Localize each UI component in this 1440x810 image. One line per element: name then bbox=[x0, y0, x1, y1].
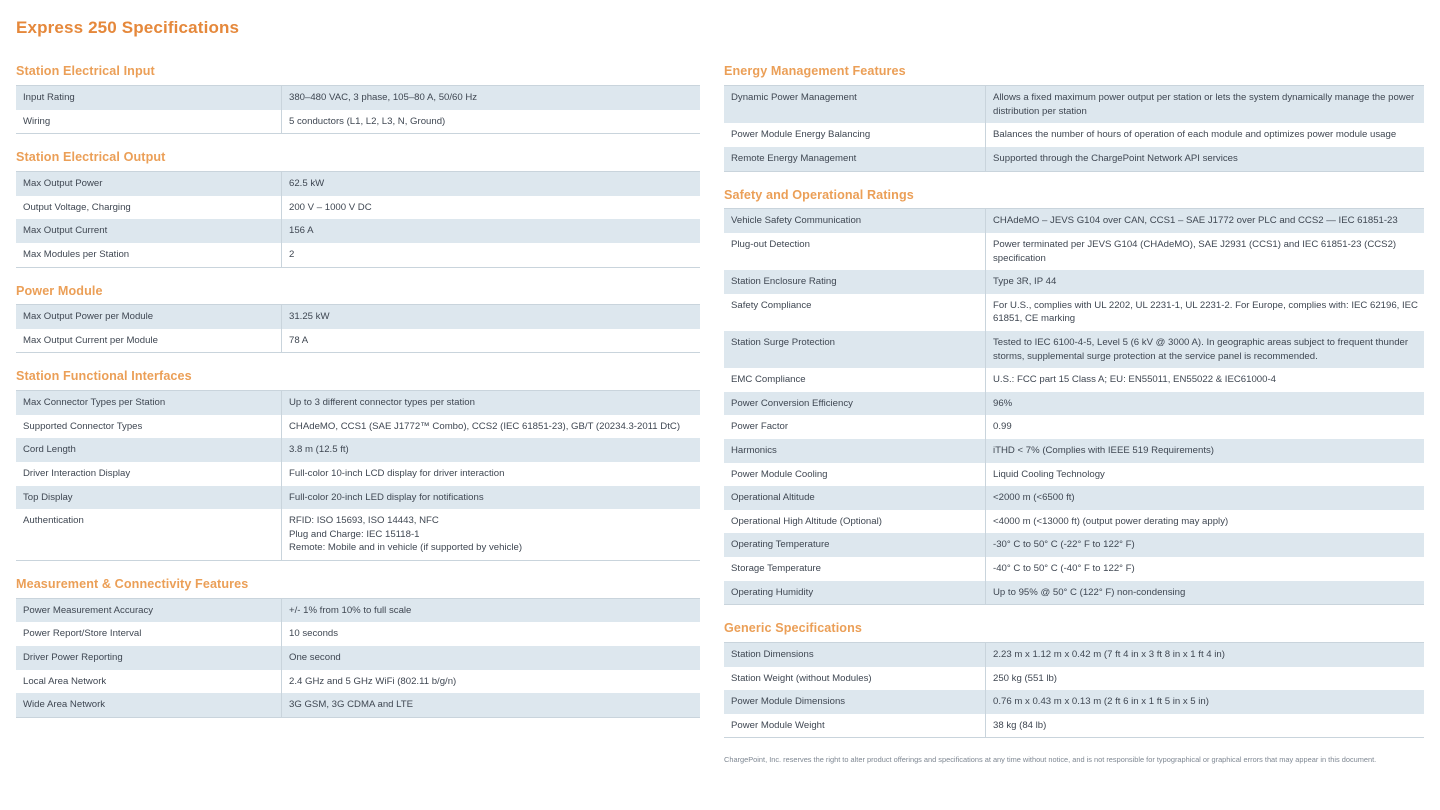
spec-label: Plug-out Detection bbox=[724, 233, 986, 270]
section-heading: Measurement & Connectivity Features bbox=[16, 577, 249, 592]
spec-label: Vehicle Safety Communication bbox=[724, 209, 986, 233]
spec-value: 96% bbox=[986, 392, 1425, 416]
table-row bbox=[16, 172, 700, 196]
spec-section bbox=[16, 64, 700, 134]
spec-label: Power Measurement Accuracy bbox=[16, 598, 282, 622]
spec-table bbox=[16, 390, 700, 561]
spec-value: 78 A bbox=[282, 329, 701, 353]
table-row bbox=[724, 294, 1424, 331]
spec-value: iTHD < 7% (Complies with IEEE 519 Requirements) bbox=[986, 439, 1425, 463]
spec-section bbox=[16, 150, 700, 267]
spec-value: 156 A bbox=[282, 219, 701, 243]
table-row bbox=[16, 486, 700, 510]
spec-value: <4000 m (<13000 ft) (output power derating may apply) bbox=[986, 510, 1425, 534]
spec-value: CHAdeMO – JEVS G104 over CAN, CCS1 – SAE J1772 over PLC and CCS2 — IEC 61851-23 bbox=[986, 209, 1425, 233]
table-row bbox=[16, 646, 700, 670]
spec-value: -40° C to 50° C (-40° F to 122° F) bbox=[986, 557, 1425, 581]
table-row bbox=[724, 392, 1424, 416]
spec-label: Power Module Cooling bbox=[724, 463, 986, 487]
spec-section bbox=[724, 621, 1424, 738]
spec-value: For U.S., complies with UL 2202, UL 2231-1, UL 2231-2. For Europe, complies with: IEC 62196, IEC 61851, CE marking bbox=[986, 294, 1425, 331]
spec-label: Wiring bbox=[16, 110, 282, 134]
spec-section bbox=[16, 369, 700, 561]
table-row bbox=[724, 486, 1424, 510]
table-row bbox=[16, 243, 700, 267]
section-heading: Station Electrical Input bbox=[16, 64, 155, 79]
disclaimer-note: ChargePoint, Inc. reserves the right to alter product offerings and specifications at any time without notice, and is not responsible for typographical or graphical errors that may appear in this document. bbox=[724, 755, 1377, 765]
spec-value: Up to 95% @ 50° C (122° F) non-condensing bbox=[986, 581, 1425, 605]
table-row bbox=[724, 510, 1424, 534]
table-row bbox=[724, 667, 1424, 691]
spec-value: +/- 1% from 10% to full scale bbox=[282, 598, 701, 622]
table-row bbox=[724, 690, 1424, 714]
table-row bbox=[16, 622, 700, 646]
spec-section bbox=[16, 577, 700, 718]
spec-label: Power Report/Store Interval bbox=[16, 622, 282, 646]
table-row bbox=[724, 233, 1424, 270]
spec-table bbox=[724, 208, 1424, 605]
spec-label: Driver Interaction Display bbox=[16, 462, 282, 486]
spec-label: Power Conversion Efficiency bbox=[724, 392, 986, 416]
section-heading: Energy Management Features bbox=[724, 64, 906, 79]
table-row bbox=[724, 86, 1424, 124]
spec-value: 38 kg (84 lb) bbox=[986, 714, 1425, 738]
spec-value: U.S.: FCC part 15 Class A; EU: EN55011, EN55022 & IEC61000-4 bbox=[986, 368, 1425, 392]
spec-value: Full-color 10-inch LCD display for driver interaction bbox=[282, 462, 701, 486]
table-row bbox=[16, 219, 700, 243]
spec-value: CHAdeMO, CCS1 (SAE J1772™ Combo), CCS2 (IEC 61851-23), GB/T (20234.3-2011 DtC) bbox=[282, 415, 701, 439]
spec-label: Max Output Current bbox=[16, 219, 282, 243]
spec-value: Full-color 20-inch LED display for notifications bbox=[282, 486, 701, 510]
table-row bbox=[724, 209, 1424, 233]
spec-value: 0.99 bbox=[986, 415, 1425, 439]
spec-value: Liquid Cooling Technology bbox=[986, 463, 1425, 487]
table-row bbox=[16, 196, 700, 220]
spec-table bbox=[16, 171, 700, 267]
spec-label: Max Connector Types per Station bbox=[16, 391, 282, 415]
section-heading: Generic Specifications bbox=[724, 621, 862, 636]
spec-label: Dynamic Power Management bbox=[724, 86, 986, 124]
spec-label: Safety Compliance bbox=[724, 294, 986, 331]
spec-value: <2000 m (<6500 ft) bbox=[986, 486, 1425, 510]
spec-value: 3.8 m (12.5 ft) bbox=[282, 438, 701, 462]
table-row bbox=[16, 438, 700, 462]
spec-value: Balances the number of hours of operation of each module and optimizes power module usage bbox=[986, 123, 1425, 147]
spec-value: 250 kg (551 lb) bbox=[986, 667, 1425, 691]
section-heading: Power Module bbox=[16, 283, 103, 298]
spec-label: Input Rating bbox=[16, 86, 282, 110]
spec-label: Max Output Power bbox=[16, 172, 282, 196]
spec-label: Power Module Dimensions bbox=[724, 690, 986, 714]
spec-label: Station Weight (without Modules) bbox=[724, 667, 986, 691]
spec-section bbox=[724, 188, 1424, 606]
table-row bbox=[724, 415, 1424, 439]
spec-value: 62.5 kW bbox=[282, 172, 701, 196]
spec-value: 3G GSM, 3G CDMA and LTE bbox=[282, 693, 701, 717]
spec-value: 31.25 kW bbox=[282, 305, 701, 329]
spec-table bbox=[16, 304, 700, 353]
table-row bbox=[16, 305, 700, 329]
table-row bbox=[16, 110, 700, 134]
spec-label: Cord Length bbox=[16, 438, 282, 462]
spec-value: 0.76 m x 0.43 m x 0.13 m (2 ft 6 in x 1 ft 5 in x 5 in) bbox=[986, 690, 1425, 714]
spec-label: Power Module Energy Balancing bbox=[724, 123, 986, 147]
table-row bbox=[16, 415, 700, 439]
spec-value: Supported through the ChargePoint Network API services bbox=[986, 147, 1425, 171]
section-heading: Safety and Operational Ratings bbox=[724, 187, 914, 202]
spec-value: 2 bbox=[282, 243, 701, 267]
spec-section bbox=[724, 64, 1424, 171]
spec-label: Power Module Weight bbox=[724, 714, 986, 738]
spec-table bbox=[16, 85, 700, 134]
spec-label: Max Output Current per Module bbox=[16, 329, 282, 353]
spec-label: Max Output Power per Module bbox=[16, 305, 282, 329]
spec-value: -30° C to 50° C (-22° F to 122° F) bbox=[986, 533, 1425, 557]
spec-label: Driver Power Reporting bbox=[16, 646, 282, 670]
table-row bbox=[16, 693, 700, 717]
spec-label: Output Voltage, Charging bbox=[16, 196, 282, 220]
spec-label: Operational Altitude bbox=[724, 486, 986, 510]
table-row bbox=[16, 462, 700, 486]
spec-label: EMC Compliance bbox=[724, 368, 986, 392]
table-row bbox=[16, 86, 700, 110]
spec-value-line: RFID: ISO 15693, ISO 14443, NFC bbox=[289, 515, 439, 527]
table-row bbox=[16, 391, 700, 415]
spec-value-line: Plug and Charge: IEC 15118-1 bbox=[289, 528, 420, 540]
spec-label: Storage Temperature bbox=[724, 557, 986, 581]
table-row bbox=[724, 331, 1424, 368]
spec-value: 2.23 m x 1.12 m x 0.42 m (7 ft 4 in x 3 ft 8 in x 1 ft 4 in) bbox=[986, 643, 1425, 667]
spec-value: Power terminated per JEVS G104 (CHAdeMO), SAE J2931 (CCS1) and IEC 61851-23 (CCS2) specification bbox=[986, 233, 1425, 270]
spec-label: Supported Connector Types bbox=[16, 415, 282, 439]
table-row bbox=[724, 714, 1424, 738]
two-column-layout bbox=[16, 64, 1424, 765]
table-row bbox=[16, 329, 700, 353]
spec-table bbox=[724, 85, 1424, 171]
spec-value-line: Remote: Mobile and in vehicle (if supported by vehicle) bbox=[289, 542, 523, 554]
spec-label: Remote Energy Management bbox=[724, 147, 986, 171]
spec-value: 2.4 GHz and 5 GHz WiFi (802.11 b/g/n) bbox=[282, 670, 701, 694]
spec-value: Up to 3 different connector types per station bbox=[282, 391, 701, 415]
table-row bbox=[724, 270, 1424, 294]
spec-label: Station Dimensions bbox=[724, 643, 986, 667]
spec-label: Authentication bbox=[16, 509, 282, 560]
spec-label: Operational High Altitude (Optional) bbox=[724, 510, 986, 534]
table-row bbox=[724, 147, 1424, 171]
table-row bbox=[724, 368, 1424, 392]
spec-label: Top Display bbox=[16, 486, 282, 510]
spec-value: Tested to IEC 6100-4-5, Level 5 (6 kV @ 3000 A). In geographic areas subject to frequent thunder storms, supplemental surge protection at the service panel is recommended. bbox=[986, 331, 1425, 368]
spec-label: Station Surge Protection bbox=[724, 331, 986, 368]
table-row bbox=[724, 581, 1424, 605]
section-heading: Station Functional Interfaces bbox=[16, 369, 192, 384]
spec-label: Power Factor bbox=[724, 415, 986, 439]
spec-value bbox=[282, 509, 701, 560]
spec-value: 10 seconds bbox=[282, 622, 701, 646]
spec-value: Type 3R, IP 44 bbox=[986, 270, 1425, 294]
section-heading: Station Electrical Output bbox=[16, 150, 166, 165]
table-row bbox=[724, 643, 1424, 667]
spec-label: Max Modules per Station bbox=[16, 243, 282, 267]
spec-value: 200 V – 1000 V DC bbox=[282, 196, 701, 220]
table-row bbox=[724, 463, 1424, 487]
spec-label: Station Enclosure Rating bbox=[724, 270, 986, 294]
spec-value: 380–480 VAC, 3 phase, 105–80 A, 50/60 Hz bbox=[282, 86, 701, 110]
page-title: Express 250 Specifications bbox=[16, 18, 240, 37]
spec-label: Local Area Network bbox=[16, 670, 282, 694]
spec-label: Wide Area Network bbox=[16, 693, 282, 717]
spec-value: 5 conductors (L1, L2, L3, N, Ground) bbox=[282, 110, 701, 134]
spec-table bbox=[724, 642, 1424, 738]
table-row bbox=[16, 598, 700, 622]
table-row bbox=[724, 123, 1424, 147]
table-row bbox=[724, 439, 1424, 463]
table-row bbox=[724, 533, 1424, 557]
spec-value: One second bbox=[282, 646, 701, 670]
table-row bbox=[16, 670, 700, 694]
left-column bbox=[16, 64, 700, 733]
table-row bbox=[16, 509, 700, 560]
spec-section bbox=[16, 284, 700, 354]
spec-value: Allows a fixed maximum power output per station or lets the system dynamically manage the power distribution per station bbox=[986, 86, 1425, 124]
spec-label: Harmonics bbox=[724, 439, 986, 463]
right-column bbox=[724, 64, 1424, 765]
spec-label: Operating Humidity bbox=[724, 581, 986, 605]
table-row bbox=[724, 557, 1424, 581]
spec-table bbox=[16, 598, 700, 718]
spec-label: Operating Temperature bbox=[724, 533, 986, 557]
